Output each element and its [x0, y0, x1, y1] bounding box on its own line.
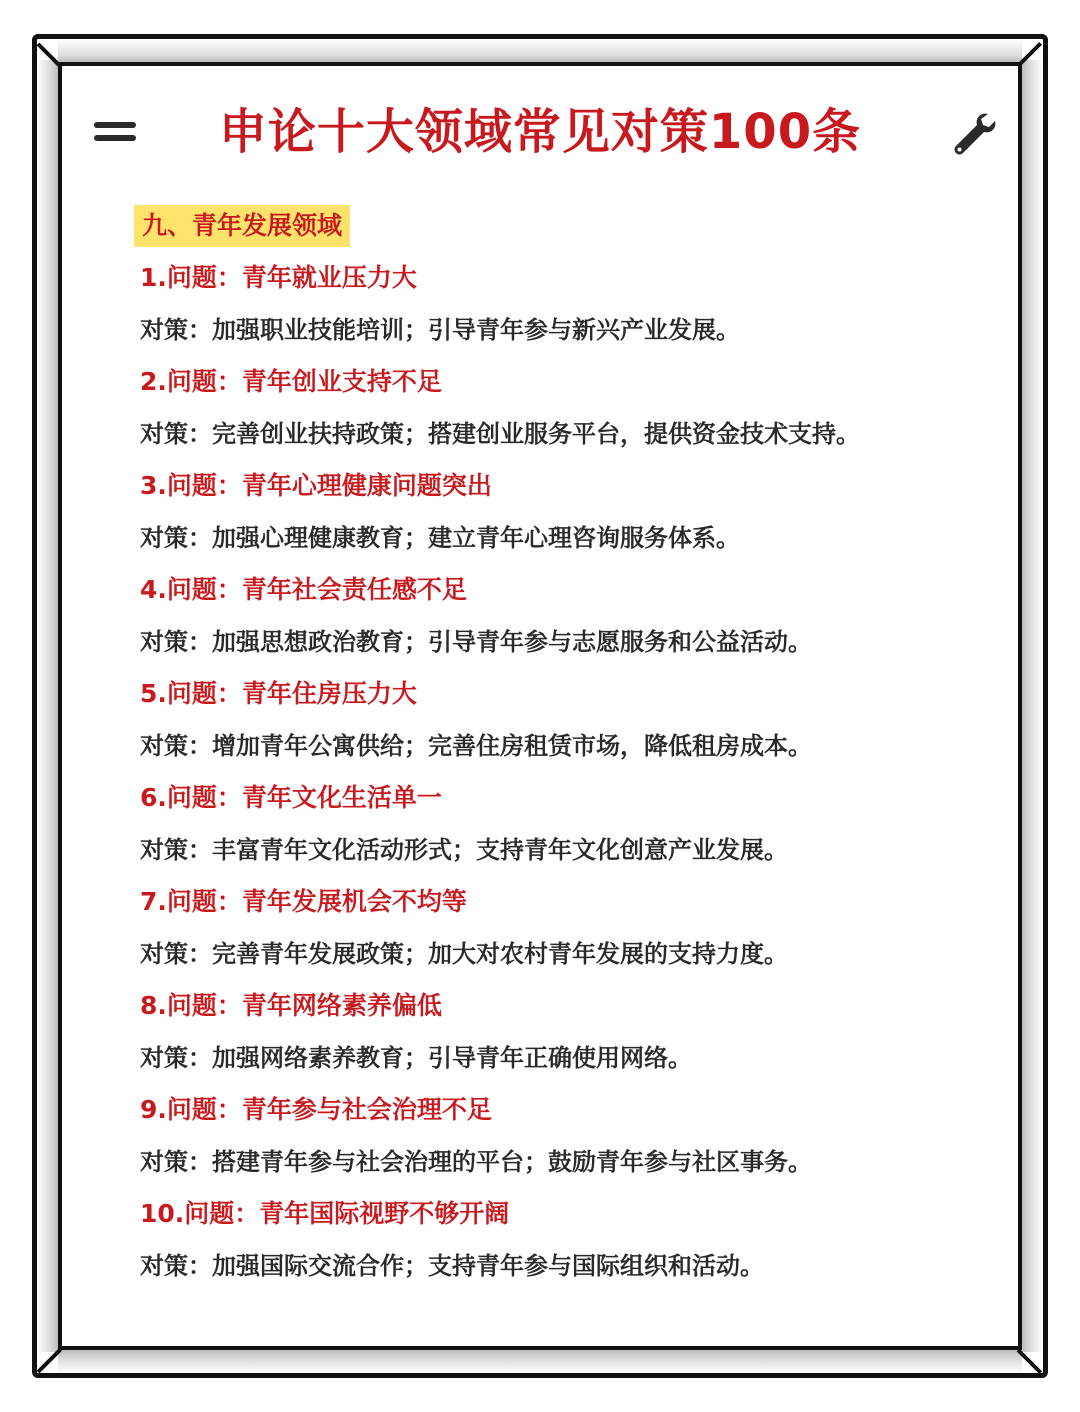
item-list: [140, 256, 1000, 1296]
measure-text: 对策：加强职业技能培训；引导青年参与新兴产业发展。: [140, 316, 740, 344]
problem-text: 6.问题：青年文化生活单一: [140, 783, 442, 812]
measure-text: 对策：完善青年发展政策；加大对农村青年发展的支持力度。: [140, 940, 788, 968]
measure-text: 对策：加强思想政治教育；引导青年参与志愿服务和公益活动。: [140, 628, 812, 656]
measure-text: 对策：增加青年公寓供给；完善住房租赁市场，降低租房成本。: [140, 732, 812, 760]
list-item: [140, 568, 1000, 672]
measure-text: 对策：加强国际交流合作；支持青年参与国际组织和活动。: [140, 1252, 764, 1280]
measure-text: 对策：加强心理健康教育；建立青年心理咨询服务体系。: [140, 524, 740, 552]
problem-text: 4.问题：青年社会责任感不足: [140, 575, 467, 604]
list-item: [140, 360, 1000, 464]
measure-text: 对策：搭建青年参与社会治理的平台；鼓励青年参与社区事务。: [140, 1148, 812, 1176]
menu-icon[interactable]: [94, 122, 136, 142]
problem-text: 7.问题：青年发展机会不均等: [140, 887, 467, 916]
list-item: [140, 1088, 1000, 1192]
list-item: [140, 1192, 1000, 1296]
wrench-icon[interactable]: [950, 110, 996, 156]
list-item: [140, 776, 1000, 880]
page-title: 申论十大领域常见对策100条: [218, 104, 862, 160]
problem-text: 2.问题：青年创业支持不足: [140, 367, 442, 396]
measure-text: 对策：丰富青年文化活动形式；支持青年文化创意产业发展。: [140, 836, 788, 864]
list-item: [140, 672, 1000, 776]
problem-text: 1.问题：青年就业压力大: [140, 263, 417, 292]
list-item: [140, 984, 1000, 1088]
problem-text: 10.问题：青年国际视野不够开阔: [140, 1199, 510, 1228]
problem-text: 8.问题：青年网络素养偏低: [140, 991, 442, 1020]
measure-text: 对策：加强网络素养教育；引导青年正确使用网络。: [140, 1044, 692, 1072]
problem-text: 5.问题：青年住房压力大: [140, 679, 417, 708]
list-item: [140, 256, 1000, 360]
section-heading: 九、青年发展领域: [134, 205, 350, 247]
problem-text: 9.问题：青年参与社会治理不足: [140, 1095, 492, 1124]
list-item: [140, 464, 1000, 568]
measure-text: 对策：完善创业扶持政策；搭建创业服务平台，提供资金技术支持。: [140, 420, 860, 448]
list-item: [140, 880, 1000, 984]
problem-text: 3.问题：青年心理健康问题突出: [140, 471, 492, 500]
